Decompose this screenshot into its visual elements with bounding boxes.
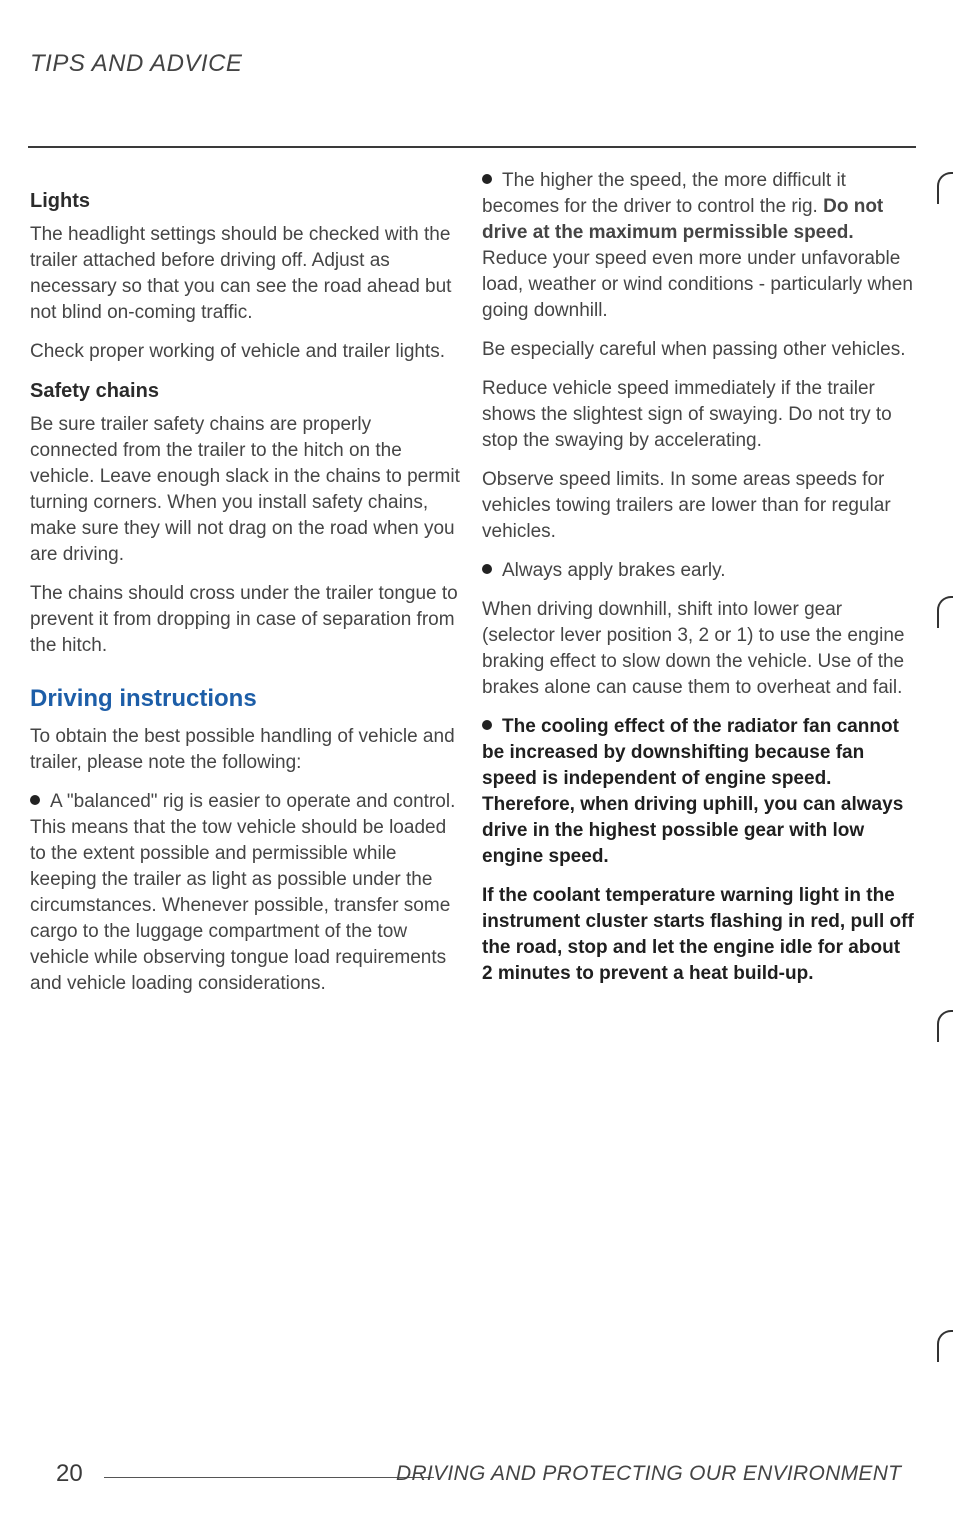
page-footer [56,1460,916,1490]
lights-heading: Lights [30,190,90,212]
speed-intro-text: The higher the speed, the more difficult it becomes for the driver to control the rig. [482,170,846,217]
margin-tab-mark [937,596,953,628]
right-column [482,168,914,1000]
safety-chains-paragraph-2: The chains should cross under the trailer tongue to prevent it from dropping in case of separation from the hitch. [30,583,458,656]
driving-intro-paragraph: To obtain the best possible handling of vehicle and trailer, please note the following: [30,726,455,773]
bullet-icon [482,174,492,184]
brakes-text: Always apply brakes early. [502,560,726,581]
footer-section-title: DRIVING AND PROTECTING OUR ENVIRONMENT [396,1462,902,1485]
lights-paragraph-2: Check proper working of vehicle and trailer lights. [30,341,446,362]
speed-bullet [482,168,914,324]
observe-limits-paragraph: Observe speed limits. In some areas speeds for vehicles towing trailers are lower than for regular vehicles. [482,469,891,542]
bullet-icon [30,795,40,805]
page-number: 20 [56,1460,83,1487]
bullet-icon [482,564,492,574]
lights-paragraph-1: The headlight settings should be checked with the trailer attached before driving off. Adjust as necessary so that you can see the road ahead but not blind on-coming traffic. [30,224,452,323]
speed-rest-text: Reduce your speed even more under unfavorable load, weather or wind conditions - particularly when going downhill. [482,248,913,321]
reduce-speed-paragraph: Reduce vehicle speed immediately if the trailer shows the slightest sign of swaying. Do not try to stop the swaying by accelerating. [482,378,892,451]
safety-chains-paragraph-1: Be sure trailer safety chains are properly connected from the trailer to the hitch on the vehicle. Leave enough slack in the chains to permit turning corners. When you install safety chains, make sure they will not drag on the road when you are driving. [30,414,460,565]
margin-tab-mark [937,172,953,204]
careful-passing-paragraph: Be especially careful when passing other vehicles. [482,339,906,360]
page-header-title: TIPS AND ADVICE [30,50,243,77]
balanced-rig-bullet [30,789,460,997]
margin-tab-mark [937,1330,953,1362]
balanced-rig-text: A "balanced" rig is easier to operate and control. This means that the tow vehicle should be loaded to the extent possible and permissible while keeping the trailer as light as possible under the circumstances. Whenever possible, transfer some cargo to the luggage compartment of the tow vehicle while observing tongue load requirements and vehicle loading considerations. [30,791,456,994]
bullet-icon [482,720,492,730]
brakes-bullet [482,558,914,584]
radiator-fan-bullet [482,714,914,870]
downhill-paragraph: When driving downhill, shift into lower gear (selector lever position 3, 2 or 1) to use the engine braking effect to slow down the vehicle. Use of the brakes alone can cause them to overheat and fail. [482,599,905,698]
speed-warning-bold: Do not drive at the maximum permissible speed. [482,196,884,243]
left-column [30,188,460,1010]
footer-divider [104,1477,434,1478]
margin-tab-mark [937,1010,953,1042]
safety-chains-heading: Safety chains [30,380,159,402]
header-divider [28,146,916,148]
driving-instructions-heading: Driving instructions [30,685,257,712]
coolant-warning-paragraph: If the coolant temperature warning light in the instrument cluster starts flashing in red, pull off the road, stop and let the engine idle for about 2 minutes to prevent a heat build-up. [482,885,914,984]
radiator-fan-text: The cooling effect of the radiator fan cannot be increased by downshifting because fan speed is independent of engine speed. Therefore, when driving uphill, you can always drive in the highest possible gear with low engine speed. [482,716,904,867]
